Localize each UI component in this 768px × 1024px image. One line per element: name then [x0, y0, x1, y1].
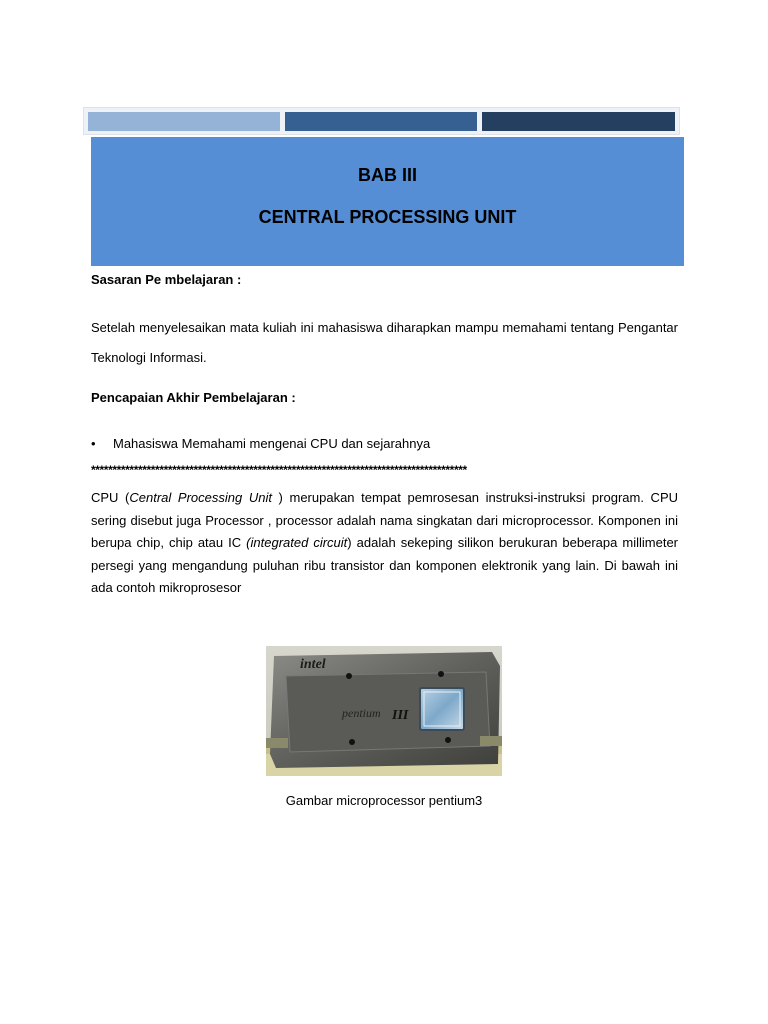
- outcome-text: Mahasiswa Memahami mengenai CPU dan sejarahnya: [113, 436, 431, 451]
- chapter-title: CENTRAL PROCESSING UNIT: [258, 207, 517, 227]
- outcomes-heading: Pencapaian Akhir Pembelajaran :: [91, 390, 296, 405]
- pentium-logo: pentium: [342, 706, 381, 720]
- intel-logo: intel: [300, 657, 326, 672]
- intro-part-1: CPU (: [91, 490, 130, 505]
- chapter-number: BAB III: [357, 165, 417, 185]
- decorative-color-bars: [83, 107, 680, 135]
- color-bar-dark: [482, 112, 675, 131]
- intro-paragraph: [91, 487, 678, 600]
- screw-icon: [438, 671, 444, 677]
- separator-line: ****************************************************************************************: [91, 463, 467, 477]
- intro-term-cpu: Central Processing Unit: [129, 490, 272, 505]
- pentium3-photo: [266, 646, 502, 776]
- objectives-heading: Sasaran Pe mbelajaran :: [91, 272, 242, 287]
- cpu-die: [420, 688, 464, 730]
- intro-term-ic: (integrated circuit: [246, 535, 348, 550]
- color-bar-light: [88, 112, 280, 131]
- screw-icon: [346, 673, 352, 679]
- connector-right: [480, 736, 502, 746]
- pentium-suffix: III: [392, 708, 409, 723]
- intro-part-3: ) adalah sekeping silikon berukuran beberapa millimeter persegi yang mengandung puluhan ribu transistor dan komponen elektronik yang lain. Di bawah ini ada contoh mikroprosesor: [91, 535, 679, 595]
- chapter-header: [91, 137, 684, 266]
- bullet-icon: •: [91, 436, 96, 451]
- objectives-body: Setelah menyelesaikan mata kuliah ini mahasiswa diharapkan mampu memahami tentang Pengantar Teknologi Informasi.: [91, 320, 678, 365]
- screw-icon: [349, 739, 355, 745]
- figure-caption: Gambar microprocessor pentium3: [285, 793, 483, 808]
- screw-icon: [445, 737, 451, 743]
- connector-left: [266, 738, 288, 748]
- color-bar-medium: [285, 112, 477, 131]
- intro-part-2: ) merupakan tempat pemrosesan instruksi-instruksi program. CPU sering disebut juga Processor , processor adalah nama singkatan dari microprocessor. Komponen ini berupa chip, chip atau IC: [91, 490, 679, 550]
